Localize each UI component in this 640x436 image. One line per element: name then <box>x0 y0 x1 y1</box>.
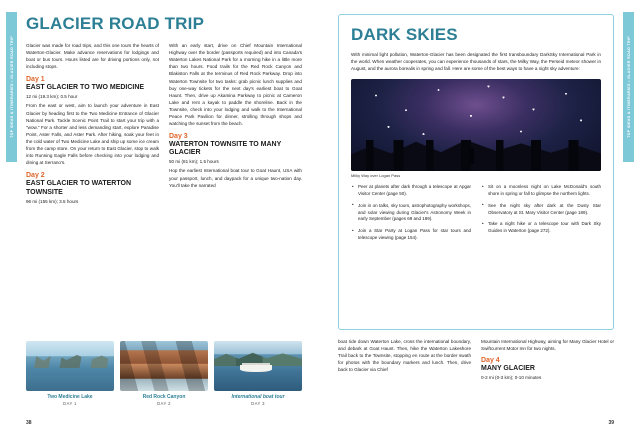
list-item: • Peer at planets after dark through a telescope at Apgar Visitor Center (page 50). <box>358 184 471 198</box>
photo-item-3 <box>214 341 302 406</box>
day4-heading: MANY GLACIER <box>481 365 535 373</box>
dark-skies-title: DARK SKIES <box>351 25 458 44</box>
day1-text: From the east or west, aim to launch your adventure in East Glacier by heading first to the Two Medicine Entrance of Glacier National Park. Tackle Scenic Point Trail to start your trip with a "wow." For a shorter and less demanding start, explore Paradise Point, Aster Falls, and Aster Park. After hiking, soak your feet in the cold water of Two Medicine Lake and ship up some ice cream from the camp store. On your return to East Glacier, stop to walk into Running Eagle Falls before checking into your lodging and dining at Serrano's. <box>26 103 159 166</box>
list-item: • Take a night hike or a telescope tour with Dark Sky Guides in Waterton (page 272). <box>488 221 601 235</box>
day2-label: Day 2 <box>26 172 45 180</box>
right-bottom-columns <box>338 338 614 383</box>
tree-silhouettes <box>351 140 601 171</box>
day2-heading: EAST GLACIER TO WATERTON TOWNSITE <box>26 180 132 196</box>
dark-skies-bullets <box>351 184 601 246</box>
day3-heading: WATERTON TOWNSITE TO MANY GLACIER <box>169 141 282 157</box>
day1-label: Day 1 <box>26 76 45 84</box>
bottom-column-2 <box>481 338 614 383</box>
photo-day-2: DAY 2 <box>157 401 171 406</box>
day2-meta: 96 mi (155 km); 3.5 hours <box>26 198 79 204</box>
side-tab-left-label: TOP IDEAS & ITINERARIES • GLACIER ROAD TRIP <box>9 36 14 138</box>
photo-caption-2: Red Rock Canyon <box>142 394 186 400</box>
left-column-2 <box>169 42 302 207</box>
photo-international-boat-tour <box>214 341 302 391</box>
day4-label: Day 4 <box>481 357 500 365</box>
night-photo-caption: Milky Way over Logan Pass <box>351 173 401 179</box>
page-number-right: 39 <box>608 420 614 426</box>
day3-label: Day 3 <box>169 133 188 141</box>
dark-skies-intro: With minimal light pollution, Waterton-Glacier has been designated the first transboundary DarkSky International Park in the world. When weather cooperates, you can experience thousands of stars, the Milky Way, the Perseid meteor shower in August, and the aurora borealis in spring and fall. Here are some of the best ways to have a night sky adventure: <box>351 52 601 72</box>
photo-caption-1: Two Medicine Lake <box>47 394 93 400</box>
page-number-left: 38 <box>26 420 32 426</box>
day4-meta: 0-2 mi (0-3 km); 0-10 minutes <box>481 375 542 381</box>
side-tab-left <box>6 12 17 162</box>
photo-strip <box>26 341 302 406</box>
side-tab-right <box>623 12 634 162</box>
bottom-left-text: boat ride down Waterton Lake, cross the international boundary, and debark at Goat Haunt. Then, hike the Waterton Lakeshore Trail back to the Townsite, stopping en route at the border swath for photos with the boundary markers and lunch. Then, drive back to Glacier via Chief <box>338 339 471 373</box>
left-columns <box>26 42 302 207</box>
left-column-1 <box>26 42 159 207</box>
day2-text: With an early start, drive on Chief Mountain International Highway over the border (passports required) and into Canada's Waterton Lakes National Park for a morning hike in a little more than two hours. Food trails for the Red Rock Canyon and Blakiston Falls at the terminus of Red Rock Parkway. Drop into Waterton Townsite for two tasks: grab picnic lunch supplies and buy one-way tickets for the next day's earliest boat to Goat Haunt. Then, drive up Akamina Parkway to picnic at Cameron Lake and rent a kayak to paddle the shoreline. Back in the Townsite, check into your lodging and walk to the International Peace Park Pavilion for dinner, strolling through shops and watching the sunset from the beach. <box>169 43 302 127</box>
intro-paragraph: Glacier was made for road trips, and this one tours the hearts of Waterton-Glacier. Make advance reservations for lodgings and boat or bus tours. Hours listed are for driving portions only, not including stops. <box>26 43 159 70</box>
list-item: • Join in on talks, sky tours, astrophotography workshops, and solar viewing during Glacier's Astronomy Week in early September (pages 69 and 189). <box>358 203 471 223</box>
day3-meta: 50 mi (81 km); 1.5 hours <box>169 159 219 165</box>
day1-heading: EAST GLACIER TO TWO MEDICINE <box>26 84 145 92</box>
list-item: • See the night sky after dark at the Dusty Star Observatory at St. Mary Visitor Center (page 189). <box>488 203 601 217</box>
photo-caption-3: International boat tour <box>231 394 285 400</box>
page-title-glacier-road-trip: GLACIER ROAD TRIP <box>26 14 205 33</box>
day1-meta: 12 mi (19.3 km); 0.5 hour <box>26 94 78 100</box>
bottom-right-text: Mountain International Highway, aiming for Many Glacier Hotel or Swiftcurrent Motor Inn for two nights. <box>481 339 614 352</box>
side-tab-right-label: TOP IDEAS & ITINERARIES • GLACIER ROAD TRIP <box>626 36 631 138</box>
bottom-column-1 <box>338 338 471 383</box>
bullet-list-right <box>481 184 601 246</box>
photo-day-1: DAY 1 <box>63 401 77 406</box>
photo-item-2 <box>120 341 208 406</box>
photo-red-rock-canyon <box>120 341 208 391</box>
day3-text: Hop the earliest International boat tour to Goat Haunt, USA with your passport, lunch, and daypack for a unique two-nation day. You'll take the narrated <box>169 168 302 188</box>
dark-skies-sidebar <box>338 14 614 330</box>
person-silhouette <box>469 148 474 164</box>
photo-day-3: DAY 3 <box>251 401 265 406</box>
bullet-list-left <box>351 184 471 246</box>
photo-item-1 <box>26 341 114 406</box>
list-item: • Sit on a moonless night on Lake McDonald's south shore in spring or fall to glimpse the northern lights. <box>488 184 601 198</box>
photo-two-medicine-lake <box>26 341 114 391</box>
photo-milky-way-over-logan-pass <box>351 79 601 171</box>
list-item: • Join a Star Party at Logan Pass for star tours and telescope viewing (page 154). <box>358 228 471 242</box>
right-page <box>320 0 640 436</box>
